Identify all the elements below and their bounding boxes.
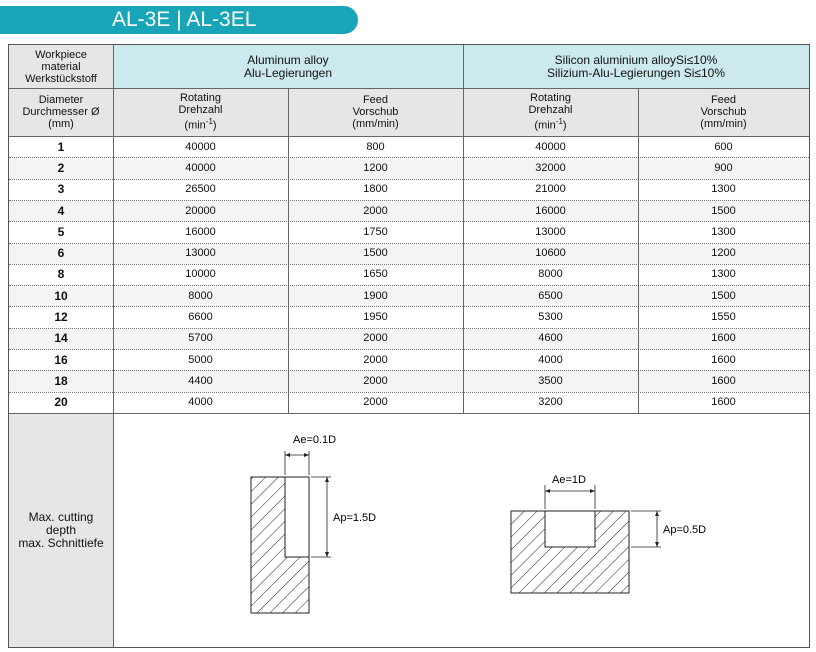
row-divider [9, 370, 809, 371]
value-cell: 1300 [711, 183, 736, 196]
diagram-svg [113, 413, 809, 647]
value-cell: 1900 [288, 285, 463, 306]
value-cell: 1550 [711, 311, 736, 324]
diameter-cell: 20 [54, 395, 68, 410]
row-divider [9, 285, 809, 286]
group1-line: Aluminum alloy [247, 52, 329, 67]
cutting-data-table [8, 44, 810, 648]
diameter-line: Durchmesser Ø [22, 106, 100, 118]
diameter-line: (mm) [48, 118, 74, 130]
value-cell: 26500 [185, 183, 216, 196]
cutting-depth-diagrams [113, 413, 809, 647]
value-cell: 1500 [288, 243, 463, 264]
tool-slot [285, 477, 309, 557]
diameter-cell: 3 [57, 182, 65, 197]
row-border [9, 88, 809, 89]
title-badge [0, 6, 358, 34]
value-cell: 1600 [711, 396, 736, 409]
row-divider [9, 179, 809, 180]
rotating-header-line: $(\min^{-1})$ [534, 117, 567, 132]
value-cell: 1300 [711, 225, 736, 238]
value-cell: 1750 [363, 225, 388, 238]
workpiece-header [9, 45, 113, 88]
value-cell: 4400 [113, 370, 288, 391]
diameter-cell: 1 [57, 139, 65, 154]
feed-header-line: Vorschub [700, 106, 747, 118]
row-divider [9, 328, 809, 329]
side-milling-diagram [251, 434, 376, 613]
workpiece-line: material [41, 60, 81, 73]
row-divider [9, 243, 809, 244]
slot-milling-diagram [511, 474, 706, 593]
feed-header-line: Vorschub [352, 106, 399, 118]
diameter-cell: 14 [9, 328, 113, 349]
group1-line: Alu-Legierungen [243, 65, 333, 80]
diameter-cell: 6 [9, 243, 113, 264]
feed-header [638, 88, 809, 136]
group2-line: Silicon aluminium alloySi≤10% [554, 52, 718, 67]
value-cell: 6600 [188, 311, 213, 324]
rotating-header-line: Rotating [530, 92, 571, 105]
rotating-header-line: Drehzahl [528, 104, 573, 117]
column-divider [463, 45, 464, 413]
value-cell: 1600 [638, 328, 809, 349]
value-cell: 10600 [463, 243, 638, 264]
rotating-header-line: $(\min^{-1})$ [184, 117, 217, 132]
value-cell: 5000 [188, 353, 213, 366]
rotating-header [463, 88, 638, 136]
row-divider [9, 392, 809, 393]
value-cell: 20000 [113, 200, 288, 221]
rotating-header-line: Rotating [180, 92, 221, 105]
tool-slot [545, 511, 595, 547]
value-cell: 1950 [363, 311, 388, 324]
value-cell: 4000 [188, 396, 213, 409]
row-border [9, 136, 809, 137]
ap-label-2: Ap=0.5D [663, 524, 707, 536]
value-cell: 13000 [535, 225, 566, 238]
rotating-header-line: Drehzahl [178, 104, 223, 117]
value-cell: 1200 [288, 157, 463, 178]
value-cell: 1600 [711, 353, 736, 366]
row-divider [9, 349, 809, 350]
row-divider [9, 306, 809, 307]
value-cell: 8000 [538, 268, 563, 281]
diameter-cell: 12 [54, 310, 68, 325]
value-cell: 16000 [185, 225, 216, 238]
value-cell: 5700 [113, 328, 288, 349]
feed-header-line: (mm/min) [700, 118, 747, 130]
value-cell: 40000 [113, 157, 288, 178]
depth-line: Max. cutting [28, 509, 94, 524]
ap-label-1: Ap=1.5D [333, 512, 377, 524]
value-cell: 1500 [638, 200, 809, 221]
value-cell: 13000 [113, 243, 288, 264]
diameter-header [9, 88, 113, 136]
feed-header [288, 88, 463, 136]
value-cell: 6500 [463, 285, 638, 306]
value-cell: 40000 [185, 140, 216, 153]
value-cell: 16000 [463, 200, 638, 221]
depth-line: max. Schnittiefe [18, 535, 104, 550]
value-cell: 5300 [538, 311, 563, 324]
value-cell: 2000 [363, 353, 388, 366]
rotating-header [113, 88, 288, 136]
depth-line: depth [45, 522, 77, 537]
row-divider [9, 200, 809, 201]
diameter-cell: 16 [54, 352, 68, 367]
ae-label-1: Ae=0.1D [293, 434, 337, 446]
max-cutting-depth-label [9, 413, 113, 647]
value-cell: 900 [638, 157, 809, 178]
value-cell: 32000 [463, 157, 638, 178]
feed-header-line: Feed [710, 94, 737, 106]
feed-header-line: Feed [362, 94, 389, 106]
diameter-cell: 8 [57, 267, 65, 282]
diameter-cell: 10 [9, 285, 113, 306]
value-cell: 1300 [711, 268, 736, 281]
value-cell: 2000 [288, 200, 463, 221]
group2-line: Silizium-Alu-Legierungen Si≤10% [546, 65, 725, 80]
row-border [9, 413, 809, 414]
ae-label-2: Ae=1D [552, 474, 586, 486]
value-cell: 800 [366, 140, 385, 153]
diameter-cell: 18 [9, 370, 113, 391]
silicon-alloy-header [463, 45, 809, 88]
value-cell: 8000 [113, 285, 288, 306]
row-divider [9, 157, 809, 158]
value-cell: 2000 [288, 328, 463, 349]
value-cell: 3200 [538, 396, 563, 409]
value-cell: 1800 [363, 183, 388, 196]
page-title: AL-3E | AL-3EL [112, 8, 257, 31]
value-cell: 4600 [463, 328, 638, 349]
value-cell: 2000 [288, 370, 463, 391]
value-cell: 40000 [535, 140, 566, 153]
value-cell: 1600 [638, 370, 809, 391]
diameter-cell: 2 [9, 157, 113, 178]
row-divider [9, 221, 809, 222]
diameter-cell: 4 [9, 200, 113, 221]
value-cell: 600 [714, 140, 733, 153]
workpiece-line: Workpiece [35, 48, 87, 61]
value-cell: 1500 [638, 285, 809, 306]
value-cell: 1650 [363, 268, 388, 281]
aluminum-alloy-header [113, 45, 463, 88]
value-cell: 2000 [363, 396, 388, 409]
diameter-line: Diameter [38, 94, 84, 106]
value-cell: 3500 [463, 370, 638, 391]
value-cell: 4000 [538, 353, 563, 366]
value-cell: 10000 [185, 268, 216, 281]
diameter-cell: 5 [57, 224, 65, 239]
value-cell: 1200 [638, 243, 809, 264]
row-divider [9, 264, 809, 265]
workpiece-line: Werkstückstoff [25, 72, 97, 85]
feed-header-line: (mm/min) [352, 118, 399, 130]
value-cell: 21000 [535, 183, 566, 196]
